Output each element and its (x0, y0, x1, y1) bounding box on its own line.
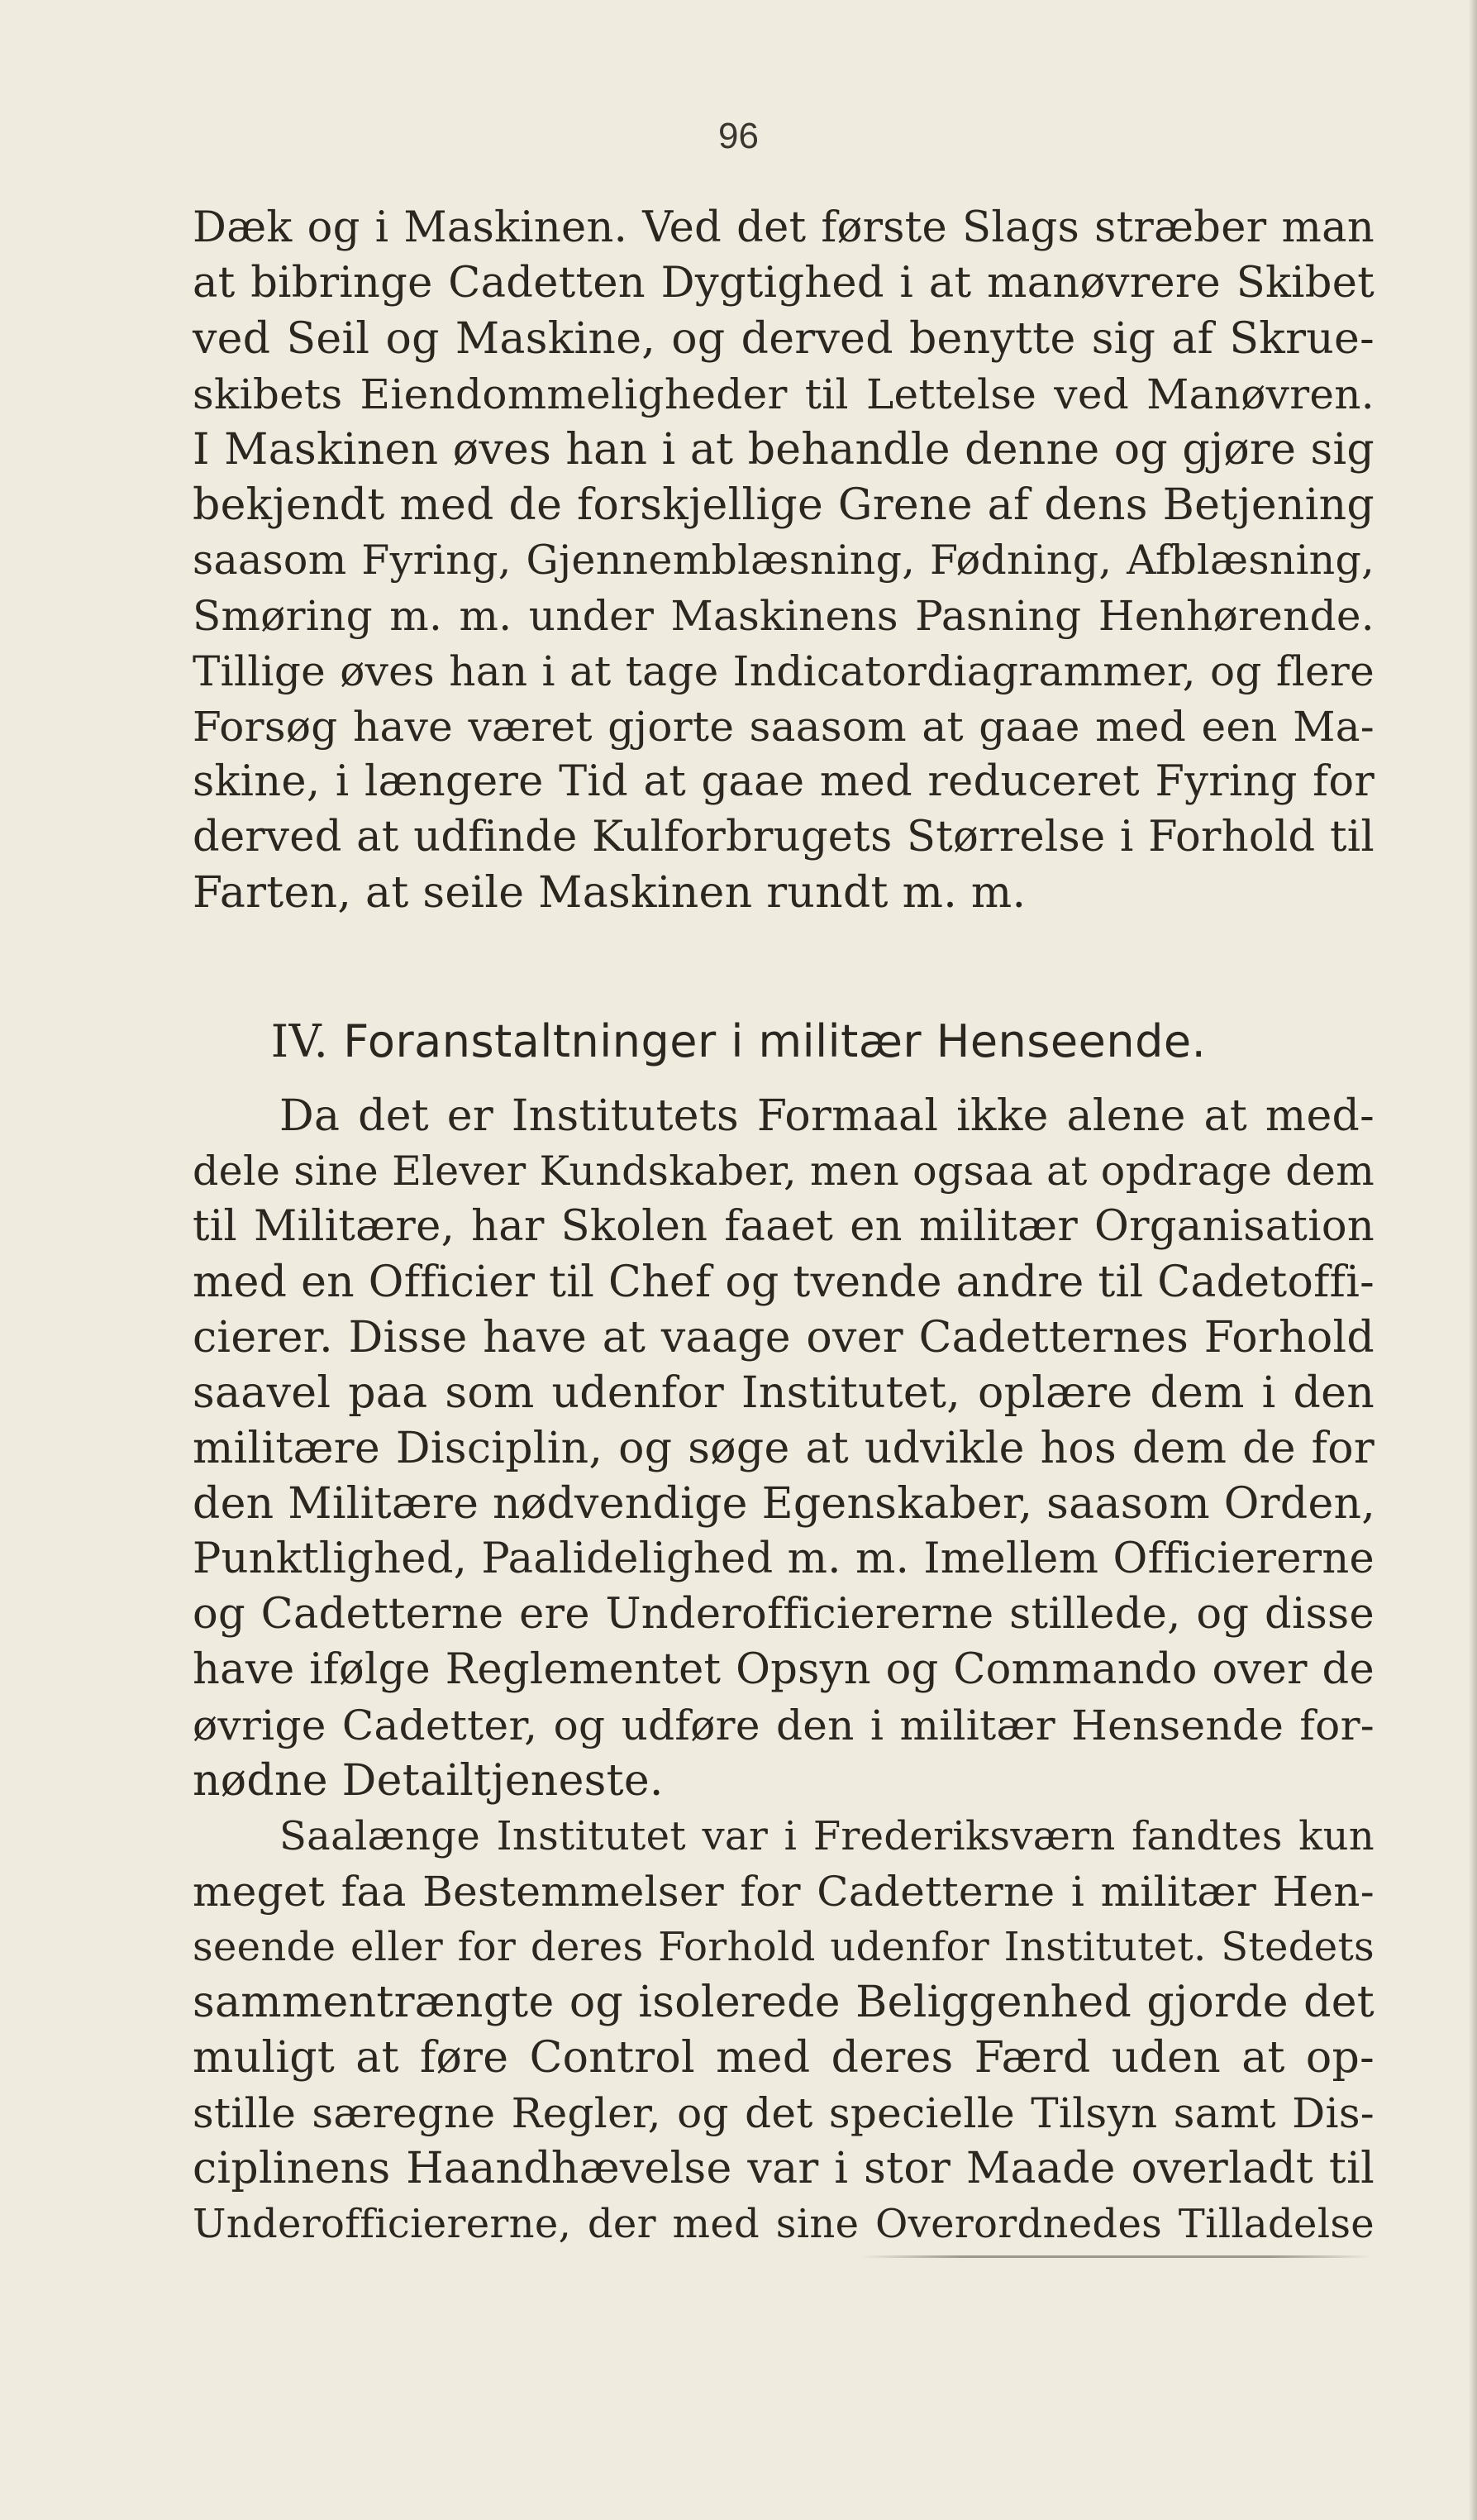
text-line: I Maskinen øves han i at behandle denne og gjøre sig (193, 425, 1375, 475)
text-line: at bibringe Cadetten Dygtighed i at manøvrere Skibet (193, 259, 1375, 308)
text-line: Forsøg have været gjorte saasom at gaae med een Ma- (193, 703, 1375, 751)
section-heading (0, 1013, 1477, 1071)
text-line: Smøring m. m. under Maskinens Pasning Henhørende. (193, 592, 1375, 640)
text-line: cierer. Disse have at vaage over Cadetternes Forhold (193, 1313, 1375, 1363)
text-line: sammentrængte og isolerede Beliggenhed gjorde det (193, 1978, 1375, 2027)
text-line: Punktlighed, Paalidelighed m. m. Imellem Officiererne (193, 1534, 1375, 1583)
page-number: 96 (718, 116, 759, 156)
text-line: Dæk og i Maskinen. Ved det første Slags stræber man (193, 203, 1375, 252)
text-line: Saalænge Institutet var i Frederiksværn fandtes kun (279, 1813, 1375, 1859)
text-line: dele sine Elever Kundskaber, men ogsaa at opdrage dem (193, 1148, 1375, 1195)
text-line: øvrige Cadetter, og udføre den i militær Hensende for- (193, 1701, 1375, 1749)
text-line: nødne Detailtjeneste. (193, 1756, 664, 1806)
section-title: Foranstaltninger i militær Henseende. (343, 1015, 1207, 1067)
text-line: stille særegne Regler, og det specielle Tilsyn samt Dis- (193, 2089, 1375, 2137)
text-line: med en Officier til Chef og tvende andre til Cadetoffi- (193, 1258, 1375, 1307)
text-line: militære Disciplin, og søge at udvikle hos dem de for (193, 1424, 1375, 1473)
text-line: den Militære nødvendige Egenskaber, saasom Orden, (193, 1479, 1376, 1529)
text-line: muligt at føre Control med deres Færd uden at op- (193, 2033, 1375, 2083)
page-edge-shadow (1469, 0, 1477, 2520)
text-line: til Militære, har Skolen faaet en militær Organisation (193, 1202, 1375, 1251)
text-line: skibets Eiendommeligheder til Lettelse ved Manøvren. (193, 370, 1375, 418)
text-line: ved Seil og Maskine, og derved benytte sig af Skrue- (193, 314, 1375, 364)
text-line: Da det er Institutets Formaal ikke alene at med- (279, 1091, 1375, 1141)
text-line: Underofficiererne, der med sine Overordnedes Tilladelse (193, 2201, 1375, 2247)
text-line: have ifølge Reglementet Opsyn og Commando over de (193, 1645, 1375, 1694)
text-line: derved at udfinde Kulforbrugets Størrelse i Forhold til (193, 813, 1375, 861)
text-line: seende eller for deres Forhold udenfor Institutet. Stedets (193, 1924, 1375, 1970)
text-line: Tillige øves han i at tage Indicatordiagrammer, og flere (193, 647, 1375, 695)
section-numeral: IV. (270, 1015, 329, 1067)
text-line: Farten, at seile Maskinen rundt m. m. (193, 868, 1027, 918)
text-line: saavel paa som udenfor Institutet, oplære dem i den (193, 1368, 1375, 1418)
text-line: bekjendt med de forskjellige Grene af dens Betjening (193, 480, 1375, 530)
text-line: ciplinens Haandhævelse var i stor Maade overladt til (193, 2144, 1375, 2193)
text-line: meget faa Bestemmelser for Cadetterne i militær Hen- (193, 1868, 1375, 1916)
print-rule (860, 2255, 1372, 2258)
text-line: skine, i længere Tid at gaae med reduceret Fyring for (193, 757, 1375, 806)
text-line: saasom Fyring, Gjennemblæsning, Fødning, Afblæsning, (193, 537, 1375, 584)
text-line: og Cadetterne ere Underofficiererne stillede, og disse (193, 1590, 1375, 1639)
